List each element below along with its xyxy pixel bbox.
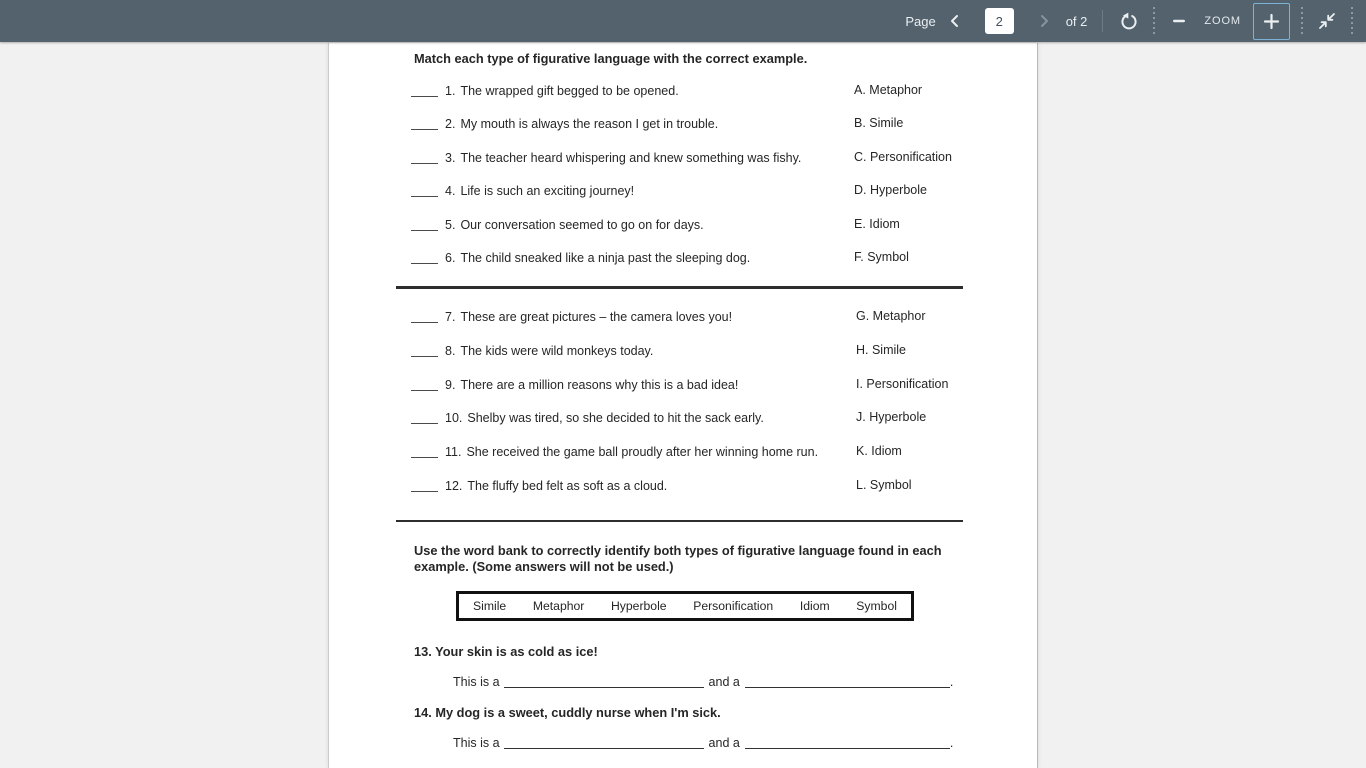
zoom-out-button[interactable] — [1166, 5, 1192, 37]
fill-line-14 — [453, 736, 953, 750]
answer-underline — [745, 738, 950, 749]
word-bank-item: Symbol — [856, 599, 897, 613]
page-count-label: of 2 — [1065, 13, 1088, 29]
item-answer: K. Idiom — [856, 444, 902, 459]
fit-screen-button[interactable] — [1314, 5, 1340, 37]
item-answer: J. Hyperbole — [856, 410, 927, 425]
minus-icon — [1171, 13, 1187, 29]
match-item — [411, 410, 1031, 444]
answer-underline — [745, 677, 950, 688]
answer-blank — [411, 219, 438, 231]
question-13: 13. Your skin is as cold as ice! — [414, 644, 598, 659]
word-bank-item: Simile — [473, 599, 507, 613]
answer-blank — [411, 480, 438, 492]
item-text: The child sneaked like a ninja past the sleeping dog. — [460, 250, 751, 265]
fill-mid: and a — [708, 675, 740, 689]
answer-underline — [504, 738, 704, 749]
item-answer: D. Hyperbole — [854, 183, 927, 198]
toolbar-divider — [1102, 10, 1103, 32]
item-answer: I. Personification — [856, 376, 949, 391]
answer-blank — [411, 345, 438, 357]
match-item — [411, 309, 1031, 343]
item-text: The teacher heard whispering and knew something was fishy. — [460, 150, 802, 165]
item-answer: F. Symbol — [854, 249, 909, 264]
item-number: 8. — [445, 343, 456, 358]
dotted-divider — [1301, 7, 1303, 35]
item-number: 12. — [445, 478, 463, 493]
pdf-page — [328, 43, 1038, 768]
item-text: Shelby was tired, so she decided to hit the sack early. — [467, 411, 764, 426]
item-text: She received the game ball proudly after her winning home run. — [466, 445, 819, 460]
match-list-1 — [411, 83, 1031, 283]
page-number-input[interactable] — [985, 8, 1014, 34]
item-answer: E. Idiom — [854, 216, 900, 231]
answer-blank — [411, 446, 438, 458]
document-viewer[interactable] — [0, 42, 1366, 768]
answer-blank — [411, 311, 438, 323]
match-item — [411, 116, 1031, 149]
section-divider — [396, 286, 963, 289]
page-label: Page — [905, 13, 936, 29]
section-divider — [396, 520, 963, 522]
answer-blank — [411, 379, 438, 391]
rotate-button[interactable] — [1116, 5, 1142, 37]
instruction-line-2: example. (Some answers will not be used.) — [414, 559, 674, 574]
answer-blank — [411, 85, 438, 97]
item-text: Our conversation seemed to go on for days. — [460, 217, 704, 232]
item-text: These are great pictures – the camera loves you! — [460, 310, 733, 324]
item-text: The wrapped gift begged to be opened. — [460, 84, 679, 98]
chevron-left-icon — [947, 13, 963, 29]
item-text: Life is such an exciting journey! — [460, 184, 635, 199]
match-item — [411, 250, 1031, 283]
dotted-divider — [1153, 7, 1155, 35]
item-number: 2. — [445, 117, 456, 132]
item-number: 6. — [445, 250, 456, 265]
item-text: There are a million reasons why this is a bad idea! — [460, 377, 739, 392]
item-number: 4. — [445, 184, 456, 199]
fill-line-13 — [453, 675, 953, 689]
answer-blank — [411, 252, 438, 264]
item-number: 7. — [445, 310, 456, 324]
word-bank-item: Personification — [693, 599, 774, 613]
item-number: 1. — [445, 84, 456, 98]
item-answer: H. Simile — [856, 342, 907, 357]
word-bank-item: Idiom — [799, 599, 830, 613]
item-answer: B. Simile — [854, 116, 904, 131]
wordbank-instructions — [414, 543, 942, 575]
match-item — [411, 217, 1031, 250]
word-bank-item: Hyperbole — [611, 599, 667, 613]
match-item — [411, 343, 1031, 377]
match-heading: Match each type of figurative language with the correct example. — [414, 51, 808, 66]
toolbar-controls — [905, 3, 1366, 40]
plus-icon — [1263, 13, 1280, 30]
fill-prefix: This is a — [453, 675, 500, 689]
fill-prefix: This is a — [453, 736, 500, 750]
item-answer: A. Metaphor — [854, 83, 923, 97]
match-item — [411, 377, 1031, 411]
fill-mid: and a — [708, 736, 740, 750]
zoom-in-button[interactable] — [1257, 5, 1287, 37]
item-number: 11. — [445, 445, 462, 460]
word-bank-item: Metaphor — [532, 599, 585, 613]
zoom-in-focus-ring — [1253, 3, 1290, 40]
answer-blank — [411, 152, 438, 164]
match-item — [411, 444, 1031, 478]
dotted-divider — [1351, 7, 1353, 35]
prev-page-button[interactable] — [942, 5, 968, 37]
pdf-toolbar — [0, 0, 1366, 42]
word-bank — [456, 591, 914, 621]
answer-blank — [411, 185, 438, 197]
fill-suffix: . — [949, 675, 954, 689]
item-number: 9. — [445, 377, 456, 392]
answer-blank — [411, 118, 438, 130]
match-list-2 — [411, 309, 1031, 512]
answer-underline — [504, 677, 704, 688]
rotate-icon — [1118, 10, 1140, 32]
chevron-right-icon — [1036, 13, 1052, 29]
match-item — [411, 150, 1031, 183]
question-14: 14. My dog is a sweet, cuddly nurse when I'm sick. — [414, 705, 721, 720]
zoom-label: ZOOM — [1204, 15, 1241, 27]
item-answer: G. Metaphor — [856, 309, 926, 323]
next-page-button[interactable] — [1031, 5, 1057, 37]
match-item — [411, 478, 1031, 512]
item-answer: L. Symbol — [856, 477, 912, 492]
item-text: The fluffy bed felt as soft as a cloud. — [467, 478, 668, 493]
instruction-line-1: Use the word bank to correctly identify both types of figurative language found in each — [414, 543, 942, 558]
match-item — [411, 183, 1031, 216]
answer-blank — [411, 412, 438, 424]
item-text: The kids were wild monkeys today. — [460, 343, 654, 358]
item-text: My mouth is always the reason I get in trouble. — [460, 117, 719, 132]
compress-icon — [1317, 11, 1337, 31]
item-number: 3. — [445, 150, 456, 165]
match-item — [411, 83, 1031, 116]
item-number: 5. — [445, 217, 456, 232]
item-number: 10. — [445, 411, 463, 426]
fill-suffix: . — [949, 736, 954, 750]
item-answer: C. Personification — [854, 149, 952, 164]
